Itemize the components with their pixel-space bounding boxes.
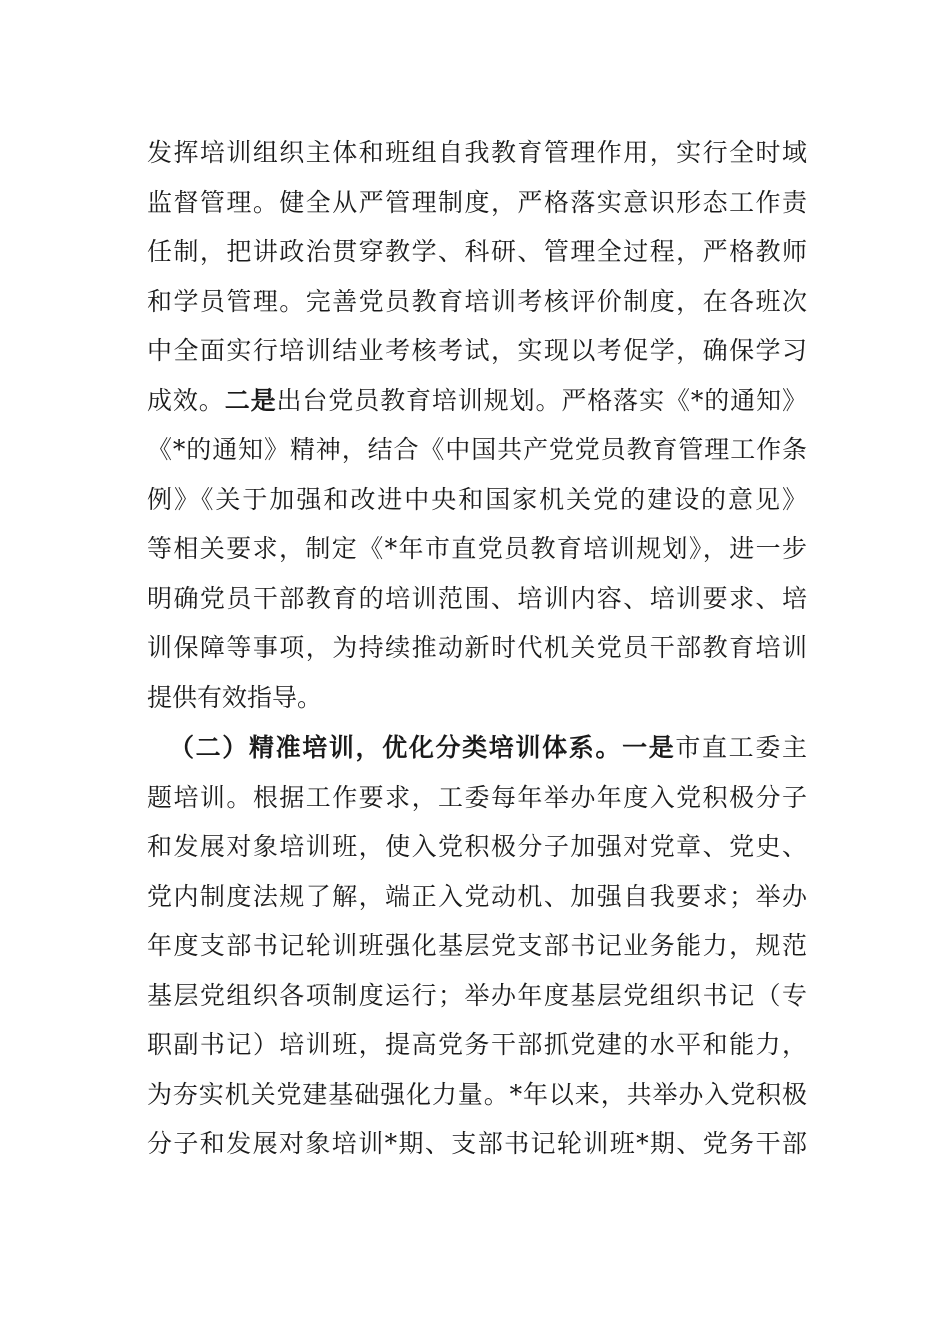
text-line: 监督管理。健全从严管理制度，严格落实意识形态工作责 <box>147 187 807 217</box>
bold-emphasis: 二是 <box>224 385 277 415</box>
text-line: 中全面实行培训结业考核考试，实现以考促学，确保学习 <box>147 336 807 365</box>
text-run: 成效。 <box>147 385 225 415</box>
text-line: 《*的通知》精神，结合《中国共产党党员教育管理工作条 <box>147 435 807 464</box>
text-line: 任制，把讲政治贯穿教学、科研、管理全过程，严格教师 <box>147 237 807 266</box>
text-line: 发挥培训组织主体和班组自我教育管理作用，实行全时域 <box>147 138 807 167</box>
text-line: 党内制度法规了解，端正入党动机、加强自我要求；举办 <box>147 881 807 911</box>
text-line: 分子和发展对象培训*期、支部书记轮训班*期、党务干部 <box>147 1129 807 1158</box>
text-run: 市直工委主 <box>675 733 807 762</box>
text-line: 和学员管理。完善党员教育培训考核评价制度，在各班次 <box>147 286 807 316</box>
text-line: 等相关要求，制定《*年市直党员教育培训规划》，进一步 <box>147 534 807 563</box>
text-line: 和发展对象培训班，使入党积极分子加强对党章、党史、 <box>147 832 807 861</box>
text-line: 明确党员干部教育的培训范围、培训内容、培训要求、培 <box>147 583 807 613</box>
text-line: 年度支部书记轮训班强化基层党支部书记业务能力，规范 <box>147 931 807 960</box>
text-line: 基层党组织各项制度运行；举办年度基层党组织书记（专 <box>147 980 807 1010</box>
text-run: 出台党员教育培训规划。严格落实《*的通知》 <box>276 385 807 415</box>
text-line <box>147 376 807 426</box>
paragraph-1 <box>147 128 807 722</box>
text-line: 训保障等事项，为持续推动新时代机关党员干部教育培训 <box>147 633 807 662</box>
text-line: 提供有效指导。 <box>147 682 323 712</box>
text-line: 职副书记）培训班，提高党务干部抓党建的水平和能力， <box>147 1030 807 1059</box>
section-heading-line <box>147 723 807 773</box>
text-line: 为夯实机关党建基础强化力量。*年以来，共举办入党积极 <box>147 1079 807 1109</box>
text-line: 题培训。根据工作要求，工委每年举办年度入党积极分子 <box>147 782 807 812</box>
paragraph-2 <box>147 723 807 1169</box>
text-line: 例》《关于加强和改进中央和国家机关党的建设的意见》 <box>147 484 807 514</box>
section-heading: （二）精准培训，优化分类培训体系。一是 <box>169 733 676 762</box>
